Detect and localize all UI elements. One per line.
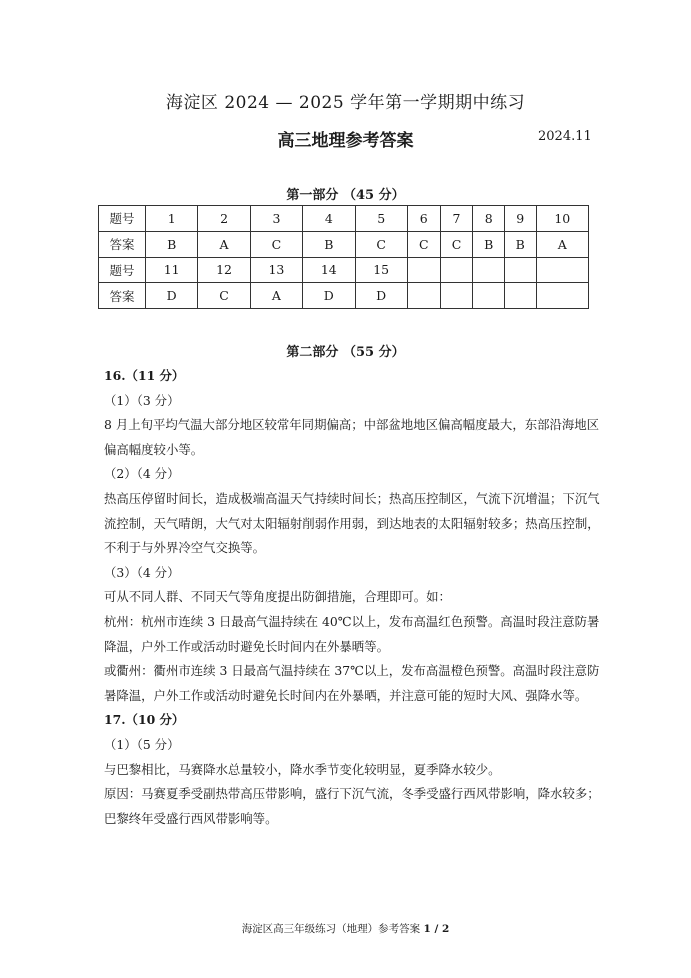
answer-cell: A <box>250 283 302 309</box>
answer-cell: 3 <box>250 206 302 232</box>
answer-cell: 2 <box>198 206 250 232</box>
answer-cell: C <box>355 231 407 257</box>
answer-cell: 11 <box>146 257 198 283</box>
question-heading: 16.（11 分） <box>104 368 185 383</box>
subquestion-heading: （1）（3 分） <box>104 392 180 408</box>
answer-cell: 4 <box>303 206 355 232</box>
document-date: 2024.11 <box>538 129 592 144</box>
answer-cell: D <box>355 283 407 309</box>
row-label-cell: 答案 <box>99 231 146 257</box>
answer-cell: 8 <box>473 206 505 232</box>
answer-cell: A <box>198 231 250 257</box>
answer-line: 8 月上旬平均气温大部分地区较常年同期偏高；中部盆地地区偏高幅度最大，东部沿海地区 <box>104 417 600 433</box>
answer-line: 可从不同人群、不同天气等角度提出防御措施，合理即可。如： <box>104 589 451 605</box>
answer-cell: B <box>146 231 198 257</box>
answer-cell: B <box>504 231 536 257</box>
answer-cell: 15 <box>355 257 407 283</box>
answer-cell: A <box>536 231 588 257</box>
answer-cell: 6 <box>407 206 440 232</box>
answer-line: 降温，户外工作或活动时避免长时间内在外暴晒等。 <box>104 638 389 654</box>
answer-line: 不利于与外界冷空气交换等。 <box>104 540 266 556</box>
answer-cell: D <box>303 283 355 309</box>
row-label-cell: 题号 <box>99 206 146 232</box>
answer-cell: 12 <box>198 257 250 283</box>
answer-cell: C <box>440 231 473 257</box>
answer-table-row <box>99 257 589 283</box>
answer-line: 流控制，天气晴朗，大气对太阳辐射削弱作用弱，到达地表的太阳辐射较多；热高压控制， <box>104 515 600 531</box>
answer-cell: C <box>250 231 302 257</box>
question-heading: 17.（10 分） <box>104 712 185 728</box>
answer-line: 杭州：杭州市连续 3 日最高气温持续在 40℃以上，发布高温红色预警。高温时段注意防暑 <box>104 613 600 629</box>
answer-table-row <box>99 283 589 309</box>
answer-cell: C <box>407 231 440 257</box>
answer-cell: 10 <box>536 206 588 232</box>
answer-line: 暑降温，户外工作或活动时避免长时间内在外暴晒，并注意可能的短时大风、强降水等。 <box>104 687 588 703</box>
answer-table <box>98 205 589 309</box>
answer-cell <box>440 257 473 283</box>
answer-line: 与巴黎相比，马赛降水总量较小，降水季节变化较明显，夏季降水较少。 <box>104 761 501 777</box>
exam-title: 海淀区 2024 — 2025 学年第一学期期中练习 <box>165 93 526 113</box>
answer-cell <box>473 257 505 283</box>
answer-cell: 14 <box>303 257 355 283</box>
answer-cell: C <box>198 283 250 309</box>
answer-line: 热高压停留时间长，造成极端高温天气持续时间长；热高压控制区，气流下沉增温；下沉气 <box>104 490 600 506</box>
answer-cell <box>473 283 505 309</box>
part2-answers <box>104 364 600 831</box>
answer-cell <box>504 283 536 309</box>
answer-cell: D <box>146 283 198 309</box>
answer-cell: B <box>303 231 355 257</box>
answer-cell: 13 <box>250 257 302 283</box>
footer-text: 海淀区高三年级练习（地理）参考答案 <box>241 923 421 935</box>
answer-cell: 1 <box>146 206 198 232</box>
answer-table-row <box>99 206 589 232</box>
answer-cell <box>440 283 473 309</box>
answer-cell <box>536 283 588 309</box>
answer-line: 或衢州：衢州市连续 3 日最高气温持续在 37℃以上，发布高温橙色预警。高温时段注意防 <box>104 663 600 679</box>
row-label-cell: 答案 <box>99 283 146 309</box>
part1-heading: 第一部分 （45 分） <box>286 188 405 203</box>
answer-table-row <box>99 231 589 257</box>
answer-key-title: 高三地理参考答案 <box>277 131 414 151</box>
answer-cell <box>504 257 536 283</box>
answer-cell <box>407 257 440 283</box>
page-footer <box>0 921 691 936</box>
row-label-cell: 题号 <box>99 257 146 283</box>
answer-cell: 9 <box>504 206 536 232</box>
answer-cell: 7 <box>440 206 473 232</box>
answer-line: 偏高幅度较小等。 <box>104 441 204 457</box>
answer-cell: 5 <box>355 206 407 232</box>
answer-cell <box>407 283 440 309</box>
answer-line: 巴黎终年受盛行西风带影响等。 <box>104 810 278 826</box>
subquestion-heading: （1）（5 分） <box>104 736 180 752</box>
answer-line: 原因：马赛夏季受副热带高压带影响，盛行下沉气流，冬季受盛行西风带影响，降水较多； <box>104 786 600 802</box>
answer-cell <box>536 257 588 283</box>
answer-cell: B <box>473 231 505 257</box>
subquestion-heading: （2）（4 分） <box>104 466 180 482</box>
part2-heading: 第二部分 （55 分） <box>286 345 405 360</box>
page-number: 1 / 2 <box>423 923 450 935</box>
subquestion-heading: （3）（4 分） <box>104 564 180 580</box>
